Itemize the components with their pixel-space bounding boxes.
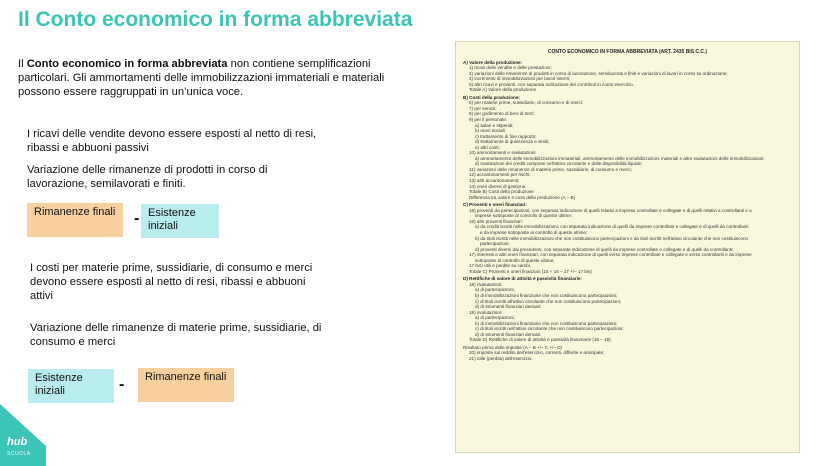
document-line: b) oneri sociali; — [475, 128, 506, 134]
intro-rest: non contiene semplificazioni particolari. Gli ammortamenti delle immobilizzazioni immateriali e materiali possono essere raggruppati in un’unica voce. — [18, 58, 385, 98]
document-line: Totale A) Valore della produzione — [469, 87, 537, 93]
document-line: Totale B) Costi della produzione — [469, 189, 534, 195]
document-line: d) trattamento di quiescenza e simili; — [475, 139, 550, 145]
document-line: A) Valore della produzione: — [463, 59, 523, 65]
intro-bold: Conto economico in forma abbreviata — [26, 58, 228, 70]
document-line: d) proventi diversi dai precedenti, con separata indicazione di quelli da imprese controllate e collegate e di quelli da controllanti; — [475, 246, 734, 252]
document-line: c) trattamento di fine rapporto; — [475, 133, 537, 139]
formula1-left-box: Rimanenze finali — [27, 203, 123, 237]
document-line: sottoposte al controllo di queste ultime; — [475, 257, 555, 263]
document-line: d) di strumenti finanziari derivati; — [475, 304, 542, 310]
document-line: 10) ammortamenti e svalutazioni: — [469, 150, 537, 156]
document-lines — [463, 60, 792, 362]
costi-paragraph: I costi per materie prime, sussidiarie, di consumo e merci devono essere esposti al netto di resi, ribassi e abbuoni attivi — [30, 262, 313, 302]
formula2-left-box: Esistenze iniziali — [28, 369, 114, 403]
logo-text: hub — [7, 436, 28, 448]
document-line: b) da titoli iscritti nelle immobilizzazioni che non costituiscono partecipazioni e da titoli iscritti nell'attivo circolante che non costituiscono — [475, 235, 749, 241]
document-line: 14) oneri diversi di gestione. — [469, 183, 527, 189]
document-line: d) di strumenti finanziari derivati. — [475, 331, 542, 337]
page-title: Il Conto economico in forma abbreviata — [18, 8, 413, 31]
variazione-materie-paragraph: Variazione delle rimanenze di materie prime, sussidiarie, di consumo e merci — [30, 322, 322, 348]
document-line: partecipazioni; — [480, 241, 510, 247]
document-line: c) di titoli iscritti nell'attivo circolante che non costituiscono partecipazioni; — [475, 326, 624, 332]
document-line: 17) interessi e altri oneri finanziari, con separata indicazione di quelli verso imprese controllate e collegate e verso controllanti e da imprese — [469, 252, 752, 258]
formula1-minus: - — [134, 210, 140, 227]
document-line: a) salari e stipendi; — [475, 122, 514, 128]
document-line: a) di partecipazioni; — [475, 287, 515, 293]
logo-subtext: SCUOLA — [7, 451, 31, 457]
document-line: e da imprese sottoposte al controllo di queste ultime; — [480, 229, 588, 235]
document-line: b) di immobilizzazioni finanziarie che non costituiscono partecipazioni; — [475, 292, 618, 298]
document-line: d) svalutazioni dei crediti compresi nell'attivo circolante e delle disponibilità liquide; — [475, 161, 643, 167]
document-line: 18) rivalutazioni: — [469, 281, 503, 287]
document-line: 4) incrementi di immobilizzazioni per lavori interni; — [469, 76, 571, 82]
document-line: a) ammortamento delle immobilizzazioni immateriali, ammortamento delle immobilizzazioni materiali e altre svalutazioni delle immobilizzazioni; — [475, 155, 765, 161]
document-line: imprese sottoposte al controllo di queste ultime; — [475, 213, 573, 219]
document-line: 8) per godimento di beni di terzi; — [469, 111, 535, 117]
document-line: e) altri costi; — [475, 144, 500, 150]
ricavi-paragraph: I ricavi delle vendite devono essere esposti al netto di resi, ribassi e abbuoni passivi — [27, 128, 317, 154]
document-line: 6) per materie prime, sussidiarie, di consumo e di merci; — [469, 100, 584, 106]
document-line: 2) variazioni delle rimanenze di prodotti in corso di lavorazione, semilavorati e finiti e variazioni di lavori in corso su ordinazione; — [469, 70, 728, 76]
document-line: 21) utile (perdita) dell'esercizio. — [469, 355, 533, 361]
formula2-minus: - — [119, 376, 125, 393]
document-line: D) Rettifiche di valore di attività e passività finanziarie: — [463, 276, 582, 282]
intro-paragraph — [18, 57, 398, 99]
document-line: 7) per servizi; — [469, 105, 497, 111]
document-title: CONTO ECONOMICO IN FORMA ABBREVIATA (ART. 2435 BIS C.C.) — [547, 49, 708, 55]
conto-economico-document — [455, 41, 800, 453]
document-line: 17 bis) utili e perdite su cambi. — [469, 263, 532, 269]
document-line: b) di immobilizzazioni finanziarie che non costituiscono partecipazioni; — [475, 320, 618, 326]
document-line: c) di titoli iscritti all'attivo circolante che non costituiscono partecipazioni; — [475, 298, 622, 304]
document-line: 19) svalutazioni: — [469, 309, 503, 315]
document-line: Totale C) Proventi e oneri finanziari (15 + 16 – 17 +/– 17 bis) — [469, 268, 592, 274]
document-line: 15) proventi da partecipazioni, con separata indicazione di quelli relativi a imprese controllate e collegate e di quelli relativi a controllanti e a — [469, 207, 752, 213]
document-line: 5) altri ricavi e proventi, con separata indicazione dei contributi in conto esercizio. — [469, 81, 634, 87]
document-line: a) di partecipazioni; — [475, 315, 515, 321]
formula1-right-box: Esistenze iniziali — [141, 204, 219, 238]
document-line: Differenza tra valore e costi della produzione (A – B) — [469, 194, 576, 200]
document-line: 20) imposte sul reddito dell'esercizio, correnti, differite e anticipate; — [469, 350, 605, 356]
document-line: Risultato prima delle imposte (A – B +/– C +/– D) — [463, 344, 563, 350]
document-line: 1) ricavi delle vendite e delle prestazioni; — [469, 65, 552, 71]
document-line: C) Proventi e oneri finanziari: — [463, 202, 527, 208]
formula2-right-box: Rimanenze finali — [138, 368, 234, 402]
intro-prefix: Il — [18, 58, 27, 70]
document-line: B) Costi della produzione: — [463, 94, 520, 100]
document-line: 11) variazioni delle rimanenze di materie prime, sussidiarie, di consumo e merci; — [469, 166, 632, 172]
document-line: Totale D) Rettifiche di valore di attività e passività finanziarie (18 – 19) — [469, 337, 611, 343]
document-line: 9) per il personale: — [469, 117, 508, 123]
document-line: a) da crediti iscritti nelle immobilizzazioni, con separata indicazione di quelli da imprese controllate e collegate e di quelli da controllanti — [475, 224, 749, 230]
document-line: 12) accantonamenti per rischi; — [469, 172, 531, 178]
variazione-prodotti-paragraph: Variazione delle rimanenze di prodotti in corso di lavorazione, semilavorati e finiti. — [27, 164, 268, 190]
document-line: 13) altri accantonamenti; — [469, 178, 520, 184]
document-line: 16) altri proventi finanziari: — [469, 218, 523, 224]
